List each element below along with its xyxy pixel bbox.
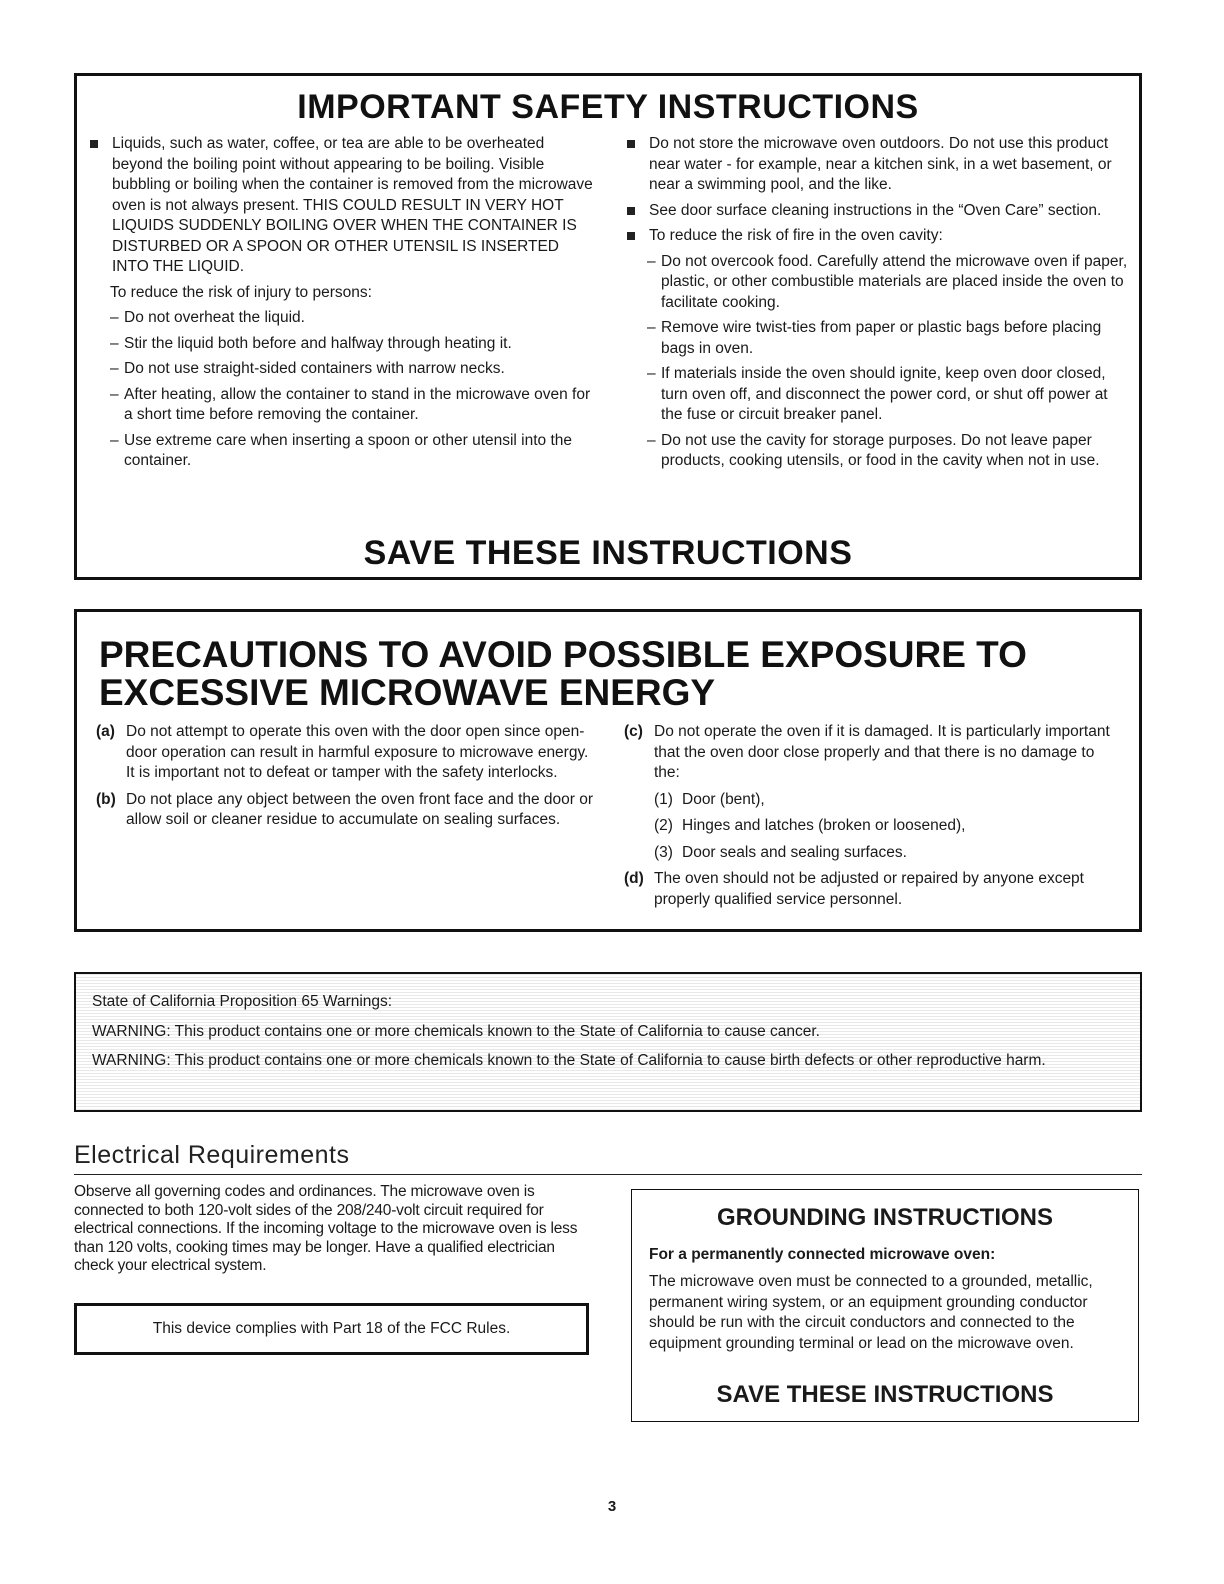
dash-item: – After heating, allow the container to stand in the microwave oven for a short time before removing the container.	[110, 385, 591, 423]
prop65-warnings-box	[74, 972, 1142, 1112]
dash-text: Use extreme care when inserting a spoon or other utensil into the container.	[124, 431, 573, 469]
precautions-title	[99, 636, 1027, 712]
dash-item: – Remove wire twist-ties from paper or plastic bags before placing bags in oven.	[647, 319, 1102, 357]
item-label: (d)	[624, 870, 644, 887]
safety-title: IMPORTANT SAFETY INSTRUCTIONS	[297, 88, 919, 126]
dash-text: Do not overheat the liquid.	[124, 309, 305, 326]
precautions-right-column	[624, 722, 1124, 916]
electrical-requirements-title: Electrical Requirements	[74, 1141, 350, 1169]
dash-item: – Do not use straight-sided containers with narrow necks.	[110, 360, 505, 377]
electrical-requirements-text: Observe all governing codes and ordinances. The microwave oven is connected to both 120-volt sides of the 208/240-volt circuit required for electrical connections. If the incoming voltage to the microwave oven is less than 120 volts, cooking times may be longer. Have a qualified electrician check your electrical system.	[74, 1183, 578, 1274]
dash-text: Do not use the cavity for storage purposes. Do not leave paper products, cooking utensils, or food in the cavity when not in use.	[661, 431, 1100, 469]
item-label: (b)	[96, 790, 116, 808]
dash-text: Remove wire twist-ties from paper or plastic bags before placing bags in oven.	[661, 319, 1102, 357]
precaution-item	[96, 790, 596, 831]
grounding-subtitle: For a permanently connected microwave oven:	[649, 1246, 996, 1263]
item-number: (2)	[654, 817, 673, 834]
item-label: (c)	[624, 723, 643, 740]
bullet-item	[625, 134, 1131, 196]
dash-item: – Do not overheat the liquid.	[110, 309, 305, 326]
dash-text: Do not use straight-sided containers with narrow necks.	[124, 360, 505, 377]
dash-text: If materials inside the oven should ignite, keep oven door closed, turn oven off, and disconnect the power cord, or shut off power at the fuse or circuit breaker panel.	[661, 365, 1108, 423]
fcc-compliance-box: This device complies with Part 18 of the FCC Rules.	[74, 1303, 589, 1355]
square-bullet-icon	[627, 140, 635, 148]
precaution-item	[96, 722, 596, 784]
item-label: (a)	[96, 723, 115, 740]
numbered-item	[624, 843, 1124, 864]
grounding-text: The microwave oven must be connected to a grounded, metallic, permanent wiring system, or an equipment grounding conductor should be run with the circuit conductors and connected to the equipment grounding terminal or lead on the microwave oven.	[649, 1273, 1093, 1352]
item-text: The oven should not be adjusted or repaired by anyone except properly qualified service personnel.	[654, 870, 1084, 908]
bullet-item	[625, 201, 1131, 222]
prop65-warning-birth-defects: WARNING: This product contains one or more chemicals known to the State of California to cause birth defects or other reproductive harm.	[92, 1052, 1046, 1069]
item-text: Door (bent),	[682, 790, 765, 808]
square-bullet-icon	[90, 140, 98, 148]
square-bullet-icon	[627, 232, 635, 240]
safety-instructions-box	[74, 73, 1142, 580]
dash-item: – If materials inside the oven should ignite, keep oven door closed, turn oven off, and disconnect the power cord, or shut off power at the fuse or circuit breaker panel.	[647, 365, 1108, 423]
precautions-box	[74, 609, 1142, 932]
page-number: 3	[607, 1498, 617, 1515]
save-instructions-heading: SAVE THESE INSTRUCTIONS	[363, 534, 853, 572]
square-bullet-icon	[627, 207, 635, 215]
item-text: Do not place any object between the oven front face and the door or allow soil or cleaner residue to accumulate on sealing surfaces.	[126, 790, 594, 828]
item-number: (3)	[654, 843, 673, 861]
safety-right-column	[625, 134, 1131, 477]
dash-text: Do not overcook food. Carefully attend the microwave oven if paper, plastic, or other combustible materials are placed inside the oven to facilitate cooking.	[661, 252, 1128, 311]
dash-item: – Do not use the cavity for storage purposes. Do not leave paper products, cooking utensils, or food in the cavity when not in use.	[647, 431, 1100, 469]
bullet-text: Liquids, such as water, coffee, or tea are able to be overheated beyond the boiling point without appearing to be boiling. Visible bubbling or boiling when the container is removed from the microwave oven is not always present. THIS COULD RESULT IN VERY HOT LIQUIDS SUDDENLY BOILING OVER WHEN THE CONTAINER IS DISTURBED OR A SPOON OR OTHER UTENSIL IS INSERTED INTO THE LIQUID.	[112, 135, 593, 275]
bullet-text: See door surface cleaning instructions in the “Oven Care” section.	[649, 201, 1102, 219]
grounding-instructions-box	[631, 1189, 1139, 1422]
bullet-text: Do not store the microwave oven outdoors. Do not use this product near water - for example, near a kitchen sink, in a wet basement, or near a swimming pool, and the like.	[649, 135, 1112, 193]
item-number: (1)	[654, 790, 673, 808]
precaution-item	[624, 722, 1124, 784]
numbered-item	[624, 816, 1124, 837]
dash-text: After heating, allow the container to stand in the microwave oven for a short time before removing the container.	[124, 385, 591, 423]
bullet-item	[88, 134, 598, 278]
item-text: Do not operate the oven if it is damaged. It is particularly important that the oven door close properly and that there is no damage to the:	[654, 723, 1110, 781]
item-text: Door seals and sealing surfaces.	[682, 843, 907, 861]
grounding-title: GROUNDING INSTRUCTIONS	[717, 1204, 1053, 1231]
dash-item: – Stir the liquid both before and halfway through heating it.	[110, 334, 512, 352]
bullet-item	[625, 226, 1131, 247]
grounding-save-heading: SAVE THESE INSTRUCTIONS	[716, 1381, 1054, 1408]
item-text: Hinges and latches (broken or loosened),	[682, 817, 966, 834]
dash-text: Stir the liquid both before and halfway through heating it.	[124, 334, 512, 352]
injury-intro: To reduce the risk of injury to persons:	[110, 283, 372, 301]
prop65-warning-cancer: WARNING: This product contains one or more chemicals known to the State of California to cause cancer.	[92, 1022, 820, 1040]
numbered-item	[624, 790, 1124, 811]
precautions-title-line1: PRECAUTIONS TO AVOID POSSIBLE EXPOSURE TO	[99, 634, 1027, 675]
precaution-item	[624, 869, 1124, 910]
item-text: Do not attempt to operate this oven with the door open since open-door operation can result in harmful exposure to microwave energy. It is important not to defeat or tamper with the safety interlocks.	[126, 723, 589, 781]
dash-item: – Do not overcook food. Carefully attend the microwave oven if paper, plastic, or other combustible materials are placed inside the oven to facilitate cooking.	[647, 252, 1128, 311]
section-divider	[74, 1174, 1142, 1175]
bullet-text: To reduce the risk of fire in the oven cavity:	[649, 227, 943, 244]
prop65-heading: State of California Proposition 65 Warnings:	[92, 993, 393, 1010]
precautions-title-line2: EXCESSIVE MICROWAVE ENERGY	[99, 672, 716, 713]
dash-item: – Use extreme care when inserting a spoon or other utensil into the container.	[110, 431, 573, 469]
precautions-left-column	[96, 722, 596, 837]
safety-left-column	[88, 134, 598, 477]
